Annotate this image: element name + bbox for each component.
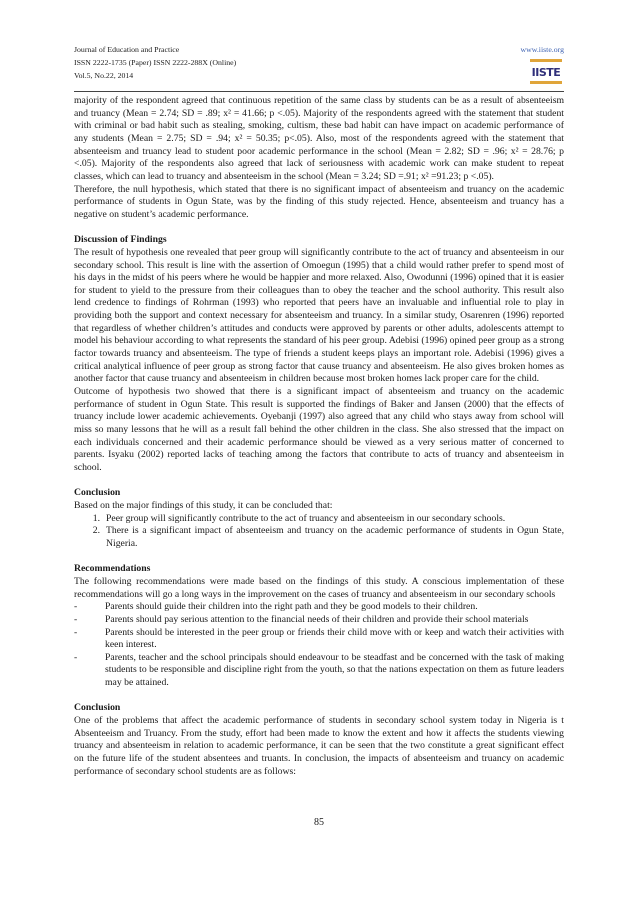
- list-item: [74, 513, 564, 526]
- paragraph-recommendations-intro: The following recommendations were made based on the findings of this study. A conscious implementation of these recommendations will go a long ways in the improvement on the cases of truancy and absenteeism in our secondary schools: [74, 575, 564, 600]
- journal-info: [74, 43, 564, 82]
- list-bullet: -: [74, 601, 78, 613]
- paragraph-results: majority of the respondent agreed that continuous repetition of the same class by students can be as a result of absenteeism and truancy (Mean = 2.74; SD = .89; x² = 41.66; p <.05). Majority of the respondents agreed with the statement that student with criminal or bad habit such as stealing, smoking, cultism, these bad habit can have impact on academic performance of any students (Mean = 2.75; SD = .94; x² = 50.35; p<.05). Also, most of the respondents agreed with the statement that absenteeism and truancy lead to student poor academic performance in the school (Mean = 2.82; SD = .96; x² = 28.76; p <.05). Majority of the respondents also agreed that lack of seriousness with academic work can make student to repeat classes, which can lead to truancy and absenteeism in the school (Mean = 3.24; SD =.91; x² =91.23; p <.05).: [74, 95, 564, 182]
- article-body: [74, 95, 564, 778]
- iiste-logo: [530, 57, 562, 85]
- list-item: [74, 525, 564, 550]
- heading-recommendations: Recommendations: [74, 563, 151, 575]
- paragraph-hypothesis-two: Outcome of hypothesis two showed that there is a significant impact of absenteeism and truancy on the academic performance of student in Ogun State. This result is supported the findings of Baker and Jansen (2000) that the effects of truancy include lower academic achievements. Oyebanji (1997) also agreed that any child who stays away from school will miss so many lessons that he will as a result fall behind the other children in the class. She also stressed that the impact on each individuals concerned and their academic performance should be viewed as a very serious matter of concerned to parents. Isyaku (2002) reported lacks of teaching among the factors that contribute to acts of truancy and absenteeism in school.: [74, 386, 564, 474]
- list-text: Parents should pay serious attention to the financial needs of their children and provide their school materials: [105, 613, 529, 625]
- logo-text: IISTE: [531, 66, 561, 79]
- header-divider: [74, 91, 564, 92]
- logo-bar-top: [530, 59, 562, 62]
- list-text: Parents, teacher and the school principals should endeavour to be steadfast and be concerned with the task of making students to be responsible and discipline right from the youth, so that the nations expectation on them as future leaders may be attained.: [105, 651, 564, 689]
- page-header: [74, 43, 564, 103]
- list-number: 2.: [92, 525, 100, 537]
- paragraph-null-hypothesis: Therefore, the null hypothesis, which stated that there is no significant impact of absenteeism and truancy on the academic performance of students in Ogun State, was by the finding of this study rejected. Hence, absenteeism and truancy has a negative on student’s academic performance.: [74, 183, 564, 220]
- list-item: [74, 627, 564, 652]
- list-item: [74, 614, 564, 627]
- journal-issn: ISSN 2222-1735 (Paper) ISSN 2222-288X (Online): [74, 58, 237, 67]
- list-bullet: -: [74, 626, 78, 638]
- list-bullet: -: [74, 651, 78, 663]
- list-bullet: -: [74, 613, 78, 625]
- paragraph-hypothesis-one: The result of hypothesis one revealed that peer group will significantly contribute to the act of truancy and absenteeism in our secondary school. This result is line with the assertion of Omoegun (1995) that a child would rather prefer to spend most of his days in the midst of his peers where he would be happier and more relaxed. Also, Owodunni (1996) opined that it is easier for student to yield to the pressure from their colleagues than to obey the teacher and the school authority. This result also lend credence to findings of Rohrman (1993) who reported that peers have an invaluable and influential role to play in providing both the support and context necessary for absenteeism and truancy. In a similar study, Osarenren (1996) reported that regardless of whether children’s attitudes and conducts were approved by parents or other adults, adolescents attempt to model his behaviour according to what represents the standard of his peer group. Adebisi (1996) opined peer group as a strong factor towards truancy and absenteeism. The type of friends a student keeps plays an important role. Adebisi (1996) gives a critical analytical influence of peer group as strong factor that cause truancy and absenteeism. He also gives broken homes as another factor that cause truancy and absenteeism in children because most broken homes lack proper care for the child.: [74, 246, 564, 385]
- paragraph-conclusion-intro: Based on the major findings of this study, it can be concluded that:: [74, 499, 333, 511]
- list-text: Parents should be interested in the peer group or friends their child move with or keep and watch their activities with keen interest.: [105, 626, 564, 651]
- list-text: There is a significant impact of absenteeism and truancy on the academic performance of students in Ogun State, Nigeria.: [106, 525, 564, 549]
- heading-discussion: Discussion of Findings: [74, 234, 167, 246]
- journal-volume: Vol.5, No.22, 2014: [74, 71, 134, 80]
- journal-title: Journal of Education and Practice: [74, 45, 180, 54]
- heading-conclusion: Conclusion: [74, 487, 121, 499]
- list-number: 1.: [92, 512, 100, 524]
- heading-conclusion-final: Conclusion: [74, 702, 121, 714]
- page-number: 85: [314, 817, 324, 828]
- list-item: [74, 652, 564, 690]
- list-text: Parents should guide their children into the right path and they be good models to their children.: [105, 601, 478, 613]
- logo-bar-bottom: [530, 81, 562, 84]
- list-text: Peer group will significantly contribute to the act of truancy and absenteeism in our secondary schools.: [106, 512, 506, 524]
- list-item: [74, 601, 564, 614]
- journal-url-link[interactable]: www.iiste.org: [520, 45, 564, 54]
- paragraph-conclusion-final: One of the problems that affect the academic performance of students in secondary school system today in Nigeria is t Absenteeism and Truancy. From the study, effort had been made to know the extent and how it affects the students viewing truancy and absenteeism in relation to academic performance, it can be seen that the two constitute a great significant effect on the future life of the student absentees and truants. In conclusion, the impacts of absenteeism and truancy on academic performance of secondary school students are as follows:: [74, 715, 564, 777]
